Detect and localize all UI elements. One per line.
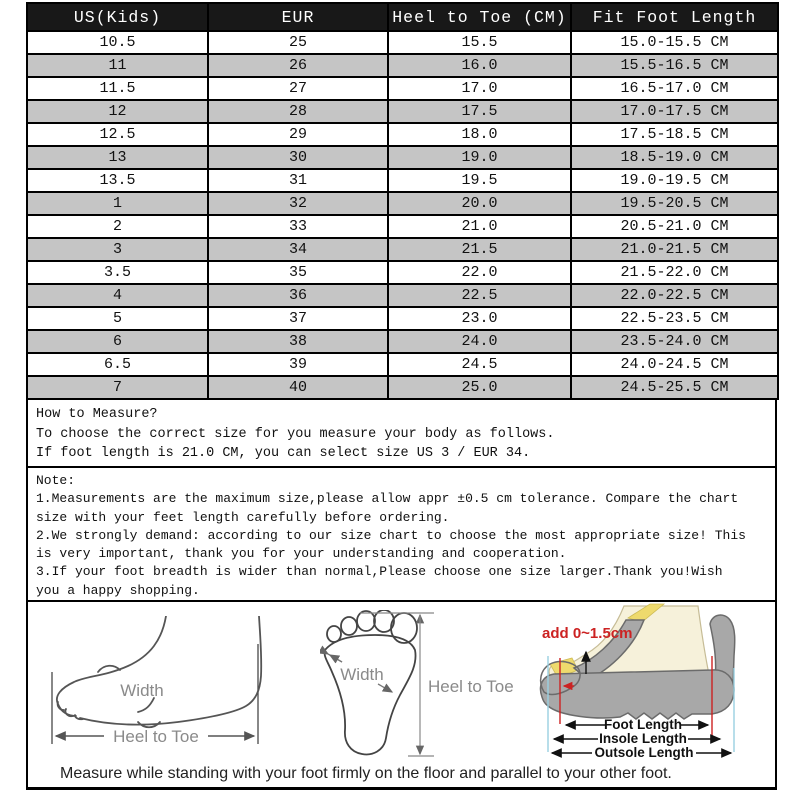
cell-heel: 21.0 — [388, 215, 571, 238]
cell-fit: 15.5-16.5 CM — [571, 54, 778, 77]
cell-heel: 15.5 — [388, 31, 571, 54]
cell-heel: 19.5 — [388, 169, 571, 192]
cell-eur: 40 — [208, 376, 388, 399]
cell-fit: 20.5-21.0 CM — [571, 215, 778, 238]
cell-heel: 23.0 — [388, 307, 571, 330]
cell-fit: 18.5-19.0 CM — [571, 146, 778, 169]
table-row — [27, 100, 778, 123]
cell-us: 1 — [27, 192, 208, 215]
table-row — [27, 261, 778, 284]
header-eur: EUR — [208, 3, 388, 31]
cell-eur: 34 — [208, 238, 388, 261]
table-row — [27, 376, 778, 399]
cell-eur: 28 — [208, 100, 388, 123]
cell-heel: 22.0 — [388, 261, 571, 284]
table-header-row — [27, 3, 778, 31]
cell-eur: 29 — [208, 123, 388, 146]
outsole-length-label: Outsole Length — [594, 745, 694, 760]
table-row — [27, 284, 778, 307]
cell-fit: 24.5-25.5 CM — [571, 376, 778, 399]
add-tolerance-label: add 0~1.5cm — [542, 625, 633, 642]
measure-caption: Measure while standing with your foot firmly on the floor and parallel to your other foot. — [60, 765, 672, 782]
note-section — [26, 466, 777, 602]
how-to-measure-section — [26, 398, 777, 468]
cell-us: 13 — [27, 146, 208, 169]
cell-us: 12.5 — [27, 123, 208, 146]
cell-eur: 38 — [208, 330, 388, 353]
shoe-length-diagram — [516, 602, 774, 760]
cell-heel: 16.0 — [388, 54, 571, 77]
cell-fit: 17.5-18.5 CM — [571, 123, 778, 146]
how-to-measure-line: If foot length is 21.0 CM, you can select size US 3 / EUR 34. — [36, 446, 531, 461]
cell-fit: 15.0-15.5 CM — [571, 31, 778, 54]
cell-heel: 19.0 — [388, 146, 571, 169]
size-chart-table — [26, 2, 779, 400]
note-line: 3.If your foot breadth is wider than normal,Please choose one size larger.Thank you!Wish — [36, 564, 723, 580]
content-column — [26, 2, 777, 790]
header-fit-foot-length: Fit Foot Length — [571, 3, 778, 31]
footprint-heel-to-toe-label: Heel to Toe — [428, 677, 514, 696]
cell-fit: 22.0-22.5 CM — [571, 284, 778, 307]
cell-fit: 19.0-19.5 CM — [571, 169, 778, 192]
how-to-measure-title: How to Measure? — [36, 407, 158, 422]
cell-us: 2 — [27, 215, 208, 238]
table-row — [27, 215, 778, 238]
note-line: size with your feet length carefully before ordering. — [36, 509, 450, 525]
cell-us: 5 — [27, 307, 208, 330]
cell-fit: 22.5-23.5 CM — [571, 307, 778, 330]
table-row — [27, 146, 778, 169]
foot-side-view-diagram — [46, 616, 276, 758]
note-title: Note: — [36, 473, 76, 488]
cell-eur: 35 — [208, 261, 388, 284]
cell-us: 3.5 — [27, 261, 208, 284]
cell-heel: 20.0 — [388, 192, 571, 215]
cell-eur: 33 — [208, 215, 388, 238]
side-foot-heel-to-toe-label: Heel to Toe — [113, 727, 199, 746]
cell-fit: 21.5-22.0 CM — [571, 261, 778, 284]
cell-fit: 23.5-24.0 CM — [571, 330, 778, 353]
cell-eur: 31 — [208, 169, 388, 192]
cell-us: 11.5 — [27, 77, 208, 100]
table-row — [27, 31, 778, 54]
cell-eur: 32 — [208, 192, 388, 215]
cell-us: 10.5 — [27, 31, 208, 54]
table-row — [27, 123, 778, 146]
cell-us: 6 — [27, 330, 208, 353]
note-line: is very important, thank you for your understanding and cooperation. — [36, 546, 567, 562]
cell-eur: 27 — [208, 77, 388, 100]
table-row — [27, 77, 778, 100]
cell-heel: 25.0 — [388, 376, 571, 399]
cell-us: 4 — [27, 284, 208, 307]
cell-eur: 30 — [208, 146, 388, 169]
cell-heel: 24.0 — [388, 330, 571, 353]
cell-fit: 16.5-17.0 CM — [571, 77, 778, 100]
cell-us: 7 — [27, 376, 208, 399]
header-heel-to-toe: Heel to Toe (CM) — [388, 3, 571, 31]
table-row — [27, 307, 778, 330]
note-line: 1.Measurements are the maximum size,please allow appr ±0.5 cm tolerance. Compare the chart — [36, 491, 739, 507]
cell-heel: 21.5 — [388, 238, 571, 261]
insole-length-label: Insole Length — [599, 731, 687, 746]
how-to-measure-line: To choose the correct size for you measure your body as follows. — [36, 426, 555, 442]
footprint-width-label: Width — [340, 665, 384, 684]
cell-eur: 39 — [208, 353, 388, 376]
cell-us: 3 — [27, 238, 208, 261]
table-row — [27, 192, 778, 215]
table-row — [27, 169, 778, 192]
table-row — [27, 353, 778, 376]
header-us-kids: US(Kids) — [27, 3, 208, 31]
cell-eur: 25 — [208, 31, 388, 54]
cell-heel: 18.0 — [388, 123, 571, 146]
measurement-diagram-section — [26, 600, 777, 790]
foot-length-label: Foot Length — [604, 717, 682, 732]
cell-fit: 21.0-21.5 CM — [571, 238, 778, 261]
cell-fit: 19.5-20.5 CM — [571, 192, 778, 215]
cell-us: 12 — [27, 100, 208, 123]
cell-fit: 17.0-17.5 CM — [571, 100, 778, 123]
cell-heel: 22.5 — [388, 284, 571, 307]
note-line: 2.We strongly demand: according to our size chart to choose the most appropriate size! This — [36, 527, 746, 543]
footprint-diagram — [320, 610, 520, 760]
cell-eur: 36 — [208, 284, 388, 307]
note-line: you a happy shopping. — [36, 582, 200, 598]
table-row — [27, 330, 778, 353]
cell-us: 11 — [27, 54, 208, 77]
cell-heel: 17.0 — [388, 77, 571, 100]
table-row — [27, 54, 778, 77]
table-row — [27, 238, 778, 261]
cell-heel: 24.5 — [388, 353, 571, 376]
cell-eur: 37 — [208, 307, 388, 330]
side-foot-width-label: Width — [120, 681, 164, 700]
cell-fit: 24.0-24.5 CM — [571, 353, 778, 376]
cell-us: 13.5 — [27, 169, 208, 192]
cell-heel: 17.5 — [388, 100, 571, 123]
cell-eur: 26 — [208, 54, 388, 77]
cell-us: 6.5 — [27, 353, 208, 376]
